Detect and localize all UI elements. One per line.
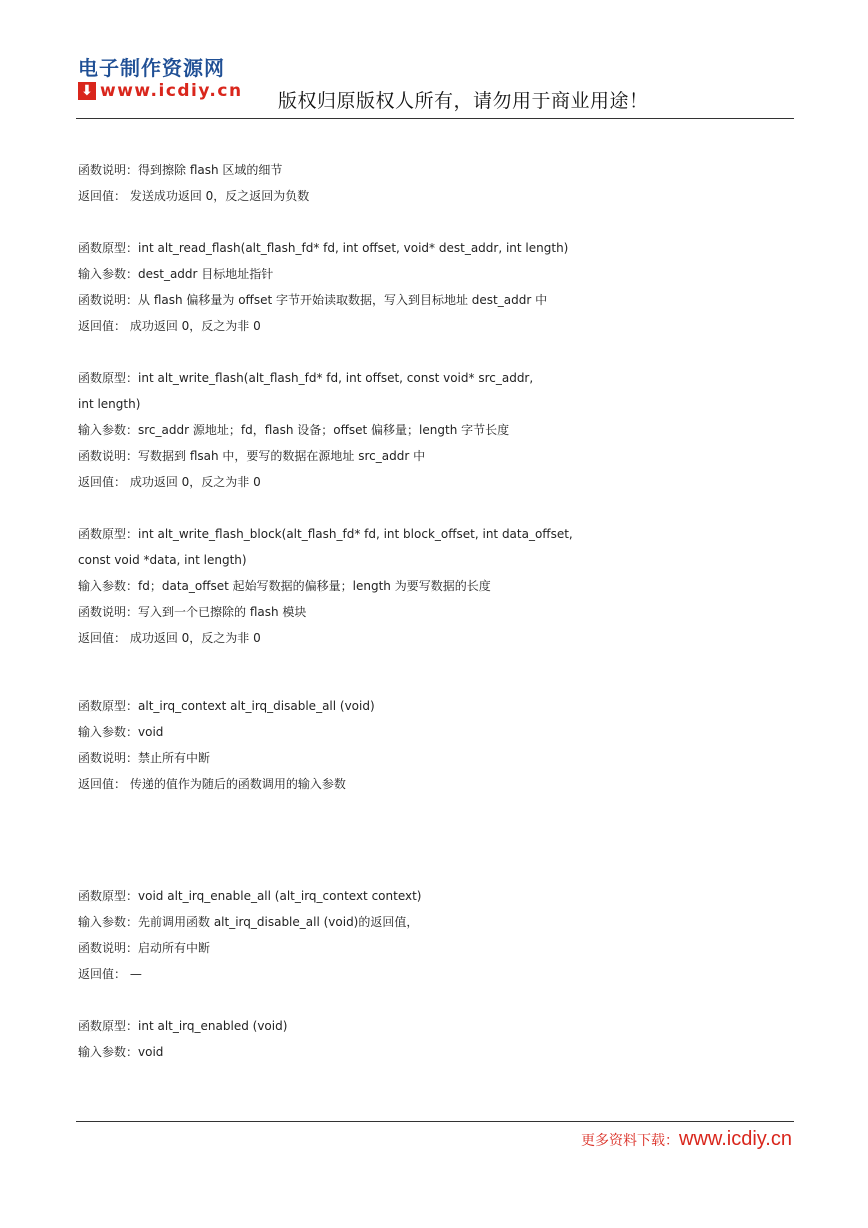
section-flash-region-info [78,157,794,209]
function-description: 函数说明：写数据到 flsah 中，要写的数据在源地址 src_addr 中 [78,449,426,463]
input-params: 输入参数：先前调用函数 alt_irq_disable_all (void)的返回值， [78,915,419,929]
text-line: 函数说明：得到擦除 flash 区域的细节 [78,163,283,177]
page-footer [581,1128,792,1151]
function-prototype-cont: int length) [78,397,141,411]
function-prototype: 函数原型：int alt_read_flash(alt_flash_fd* fd, int offset, void* dest_addr, int length) [78,241,569,255]
spacer [78,339,794,365]
site-logo-title: 电子制作资源网 [78,56,225,80]
footer-url-link[interactable]: www.icdiy.cn [679,1128,792,1150]
spacer [78,209,794,235]
spacer [78,797,794,883]
footer-label: 更多资料下载： [581,1133,679,1149]
function-description: 函数说明：从 flash 偏移量为 offset 字节开始读取数据，写入到目标地址 dest_addr 中 [78,293,548,307]
return-value: 返回值： 成功返回 0，反之为非 0 [78,319,261,333]
site-logo-url-row [78,80,243,102]
section-alt-read-flash [78,235,794,339]
input-params: 输入参数：dest_addr 目标地址指针 [78,267,274,281]
function-prototype: 函数原型：alt_irq_context alt_irq_disable_all (void) [78,699,375,713]
download-arrow-icon: ⬇ [78,82,96,100]
site-logo-url: www.icdiy.cn [100,81,243,101]
spacer [78,987,794,1013]
function-description: 函数说明：禁止所有中断 [78,751,211,765]
return-value: 返回值： 成功返回 0，反之为非 0 [78,631,261,645]
function-description: 函数说明：启动所有中断 [78,941,211,955]
function-prototype: 函数原型：void alt_irq_enable_all (alt_irq_context context) [78,889,422,903]
return-value: 返回值： 传递的值作为随后的函数调用的输入参数 [78,777,346,791]
section-alt-write-flash-block [78,521,794,651]
copyright-notice: 版权归原版权人所有，请勿用于商业用途！ [278,90,649,112]
function-description: 函数说明：写入到一个已擦除的 flash 模块 [78,605,307,619]
text-line: 返回值： 发送成功返回 0，反之返回为负数 [78,189,310,203]
return-value: 返回值： — [78,967,142,981]
spacer [78,651,794,693]
function-prototype: 函数原型：int alt_irq_enabled (void) [78,1019,288,1033]
function-prototype: 函数原型：int alt_write_flash_block(alt_flash_fd* fd, int block_offset, int data_offset, [78,527,573,541]
function-prototype-cont: const void *data, int length) [78,553,247,567]
header-divider [76,118,794,119]
input-params: 输入参数：void [78,1045,164,1059]
input-params: 输入参数：src_addr 源地址；fd，flash 设备；offset 偏移量；length 字节长度 [78,423,510,437]
section-alt-write-flash [78,365,794,495]
document-body [78,157,794,1065]
input-params: 输入参数：fd；data_offset 起始写数据的偏移量；length 为要写数据的长度 [78,579,491,593]
section-alt-irq-disable-all [78,693,794,797]
function-prototype: 函数原型：int alt_write_flash(alt_flash_fd* fd, int offset, const void* src_addr, [78,371,534,385]
input-params: 输入参数：void [78,725,164,739]
return-value: 返回值： 成功返回 0，反之为非 0 [78,475,261,489]
page-header [0,0,868,122]
section-alt-irq-enable-all [78,883,794,987]
section-alt-irq-enabled [78,1013,794,1065]
footer-divider [76,1121,794,1122]
spacer [78,495,794,521]
